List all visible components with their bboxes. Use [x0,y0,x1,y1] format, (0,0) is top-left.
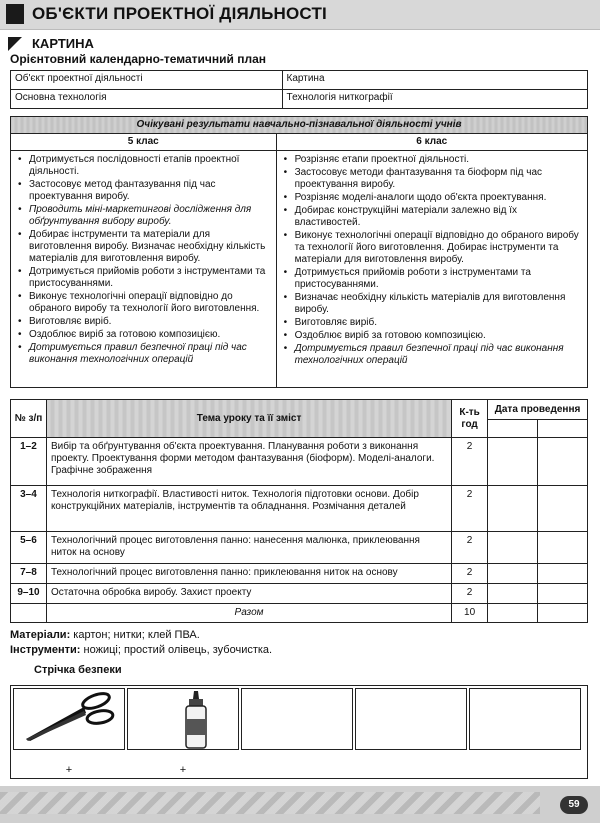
list-item: • Добирає інструменти та матеріали для виготовлення виробу. Визначає необхідну кількість матеріалів для виготовлення виробу. [17,229,272,265]
grade6-heading: 6 клас [276,134,587,151]
info-label: Об'єкт проектної діяльності [11,71,283,90]
header-marker-icon [6,4,24,24]
lesson-topic: Технологічний процес виготовлення панно: нанесення малюнка, приклеювання ниток на основу [46,532,451,564]
list-item: • Виготовляє виріб. [17,316,272,328]
list-item: • Дотримується правил безпечної праці під час виконання технологічних операцій [283,343,583,367]
list-item: • Добирає конструкційні матеріали залежно від їх властивостей. [283,205,583,229]
info-value: Картина [282,71,587,90]
lesson-hours: 2 [452,584,488,604]
table-row [11,438,588,486]
safety-cell-glue [127,688,239,750]
grade6-results [276,151,587,388]
instruments-label: Інструменти: [10,644,81,656]
instruments-line [10,644,272,656]
lesson-topic: Технологічний процес виготовлення панно: приклеювання ниток на основу [46,564,451,584]
lesson-topic: Вибір та обґрунтування об'єкта проектування. Планування роботи з виконання проекту. Проектування форми методом фантазування (біоформ). Моделі-аналоги. Графічне зображення [46,438,451,486]
list-item: • Визначає необхідну кількість матеріалів для виготовлення виробу. [283,292,583,316]
col-date-header: Дата проведення [488,400,588,420]
lesson-num: 3–4 [11,486,47,532]
total-hours: 10 [452,604,488,623]
lesson-date [488,584,538,604]
list-item: • Оздоблює виріб за готовою композицією. [17,329,272,341]
grade5-heading: 5 клас [11,134,277,151]
list-item: • Розрізняє етапи проектної діяльності. [283,154,583,166]
lesson-hours: 2 [452,532,488,564]
safety-cell-empty [355,688,467,750]
list-item: • Виготовляє виріб. [283,317,583,329]
materials-line [10,629,200,641]
plan-title: Орієнтовний календарно-тематичний план [10,52,267,66]
lesson-date [538,564,588,584]
date-subcol [538,420,588,438]
table-row [11,71,588,90]
lesson-hours: 2 [452,438,488,486]
materials-label: Матеріали: [10,629,71,641]
safety-mark: + [179,764,187,776]
footer-pattern [0,792,540,814]
safety-strip-title: Стрічка безпеки [34,664,122,676]
scissors-icon [14,689,125,750]
info-label: Основна технологія [11,90,283,109]
info-table [10,70,588,109]
table-row [11,90,588,109]
lesson-num: 7–8 [11,564,47,584]
list-item: • Дотримується послідовності етапів проектної діяльності. [17,154,272,178]
list-item: • Виконує технологічні операції відповідно до обраного виробу та технології його виготовлення. [17,291,272,315]
lesson-date [488,486,538,532]
instruments-text: ножиці; простий олівець, зубочистка. [80,644,273,656]
lesson-topic: Технологія ниткографії. Властивості ниток. Технологія підготовки основи. Добір конструкційних матеріалів, інструментів та обладнання. Розмічання деталей [46,486,451,532]
list-item: • Дотримується прийомів роботи з інструментами та пристосуваннями. [283,267,583,291]
materials-text: картон; нитки; клей ПВА. [70,629,200,641]
lesson-hours: 2 [452,564,488,584]
lesson-date [488,564,538,584]
glue-bottle-icon [128,689,239,750]
list-item: • Проводить міні-маркетингові дослідження для обґрунтування вибору виробу. [17,204,272,228]
table-row-total [11,604,588,623]
list-item: • Розрізняє моделі-аналоги щодо об'єкта проектування. [283,192,583,204]
list-item: • Застосовує методи фантазування та біоформ під час проектування виробу. [283,167,583,191]
safety-cell-empty [469,688,581,750]
safety-mark: + [65,764,73,776]
page-number: 59 [560,796,588,814]
results-table [10,116,588,388]
results-heading: Очікувані результати навчально-пізнавальної діяльності учнів [11,117,588,134]
lesson-topic: Остаточна обробка виробу. Захист проекту [46,584,451,604]
topic-title: КАРТИНА [32,36,94,51]
list-item: • Оздоблює виріб за готовою композицією. [283,330,583,342]
list-item: • Дотримується прийомів роботи з інструментами та пристосуваннями. [17,266,272,290]
table-row [11,532,588,564]
table-row [11,584,588,604]
grade5-results [11,151,277,388]
lesson-date [538,486,588,532]
triangle-marker-icon [8,37,22,51]
list-item: • Дотримується правил безпечної праці під час виконання технологічних операцій [17,342,272,366]
safety-cell-scissors [13,688,125,750]
table-row [11,486,588,532]
section-header [0,0,600,30]
safety-cell-empty [241,688,353,750]
info-value: Технологія ниткографії [282,90,587,109]
page-footer [0,786,600,823]
lesson-num: 9–10 [11,584,47,604]
lesson-date [538,604,588,623]
col-hours-header: К-ть год [452,400,488,438]
date-subcol [488,420,538,438]
lesson-hours: 2 [452,486,488,532]
total-num-cell [11,604,47,623]
lesson-date [538,584,588,604]
lesson-date [488,438,538,486]
lesson-date [488,532,538,564]
lesson-date [538,438,588,486]
lesson-date [538,532,588,564]
list-item: • Застосовує метод фантазування під час проектування виробу. [17,179,272,203]
table-row [11,564,588,584]
list-item: • Виконує технологічні операції відповідно до обраного виробу та технології його виготовлення. Добирає інструменти та матеріали для виготовлення виробу. [283,230,583,266]
section-title: ОБ'ЄКТИ ПРОЕКТНОЇ ДІЯЛЬНОСТІ [32,4,327,23]
total-label: Разом [46,604,451,623]
safety-strip [10,685,588,779]
col-topic-header: Тема уроку та її зміст [46,400,451,438]
lesson-num: 1–2 [11,438,47,486]
col-num-header: № з/п [11,400,47,438]
lesson-num: 5–6 [11,532,47,564]
lessons-table [10,399,588,623]
lesson-date [488,604,538,623]
